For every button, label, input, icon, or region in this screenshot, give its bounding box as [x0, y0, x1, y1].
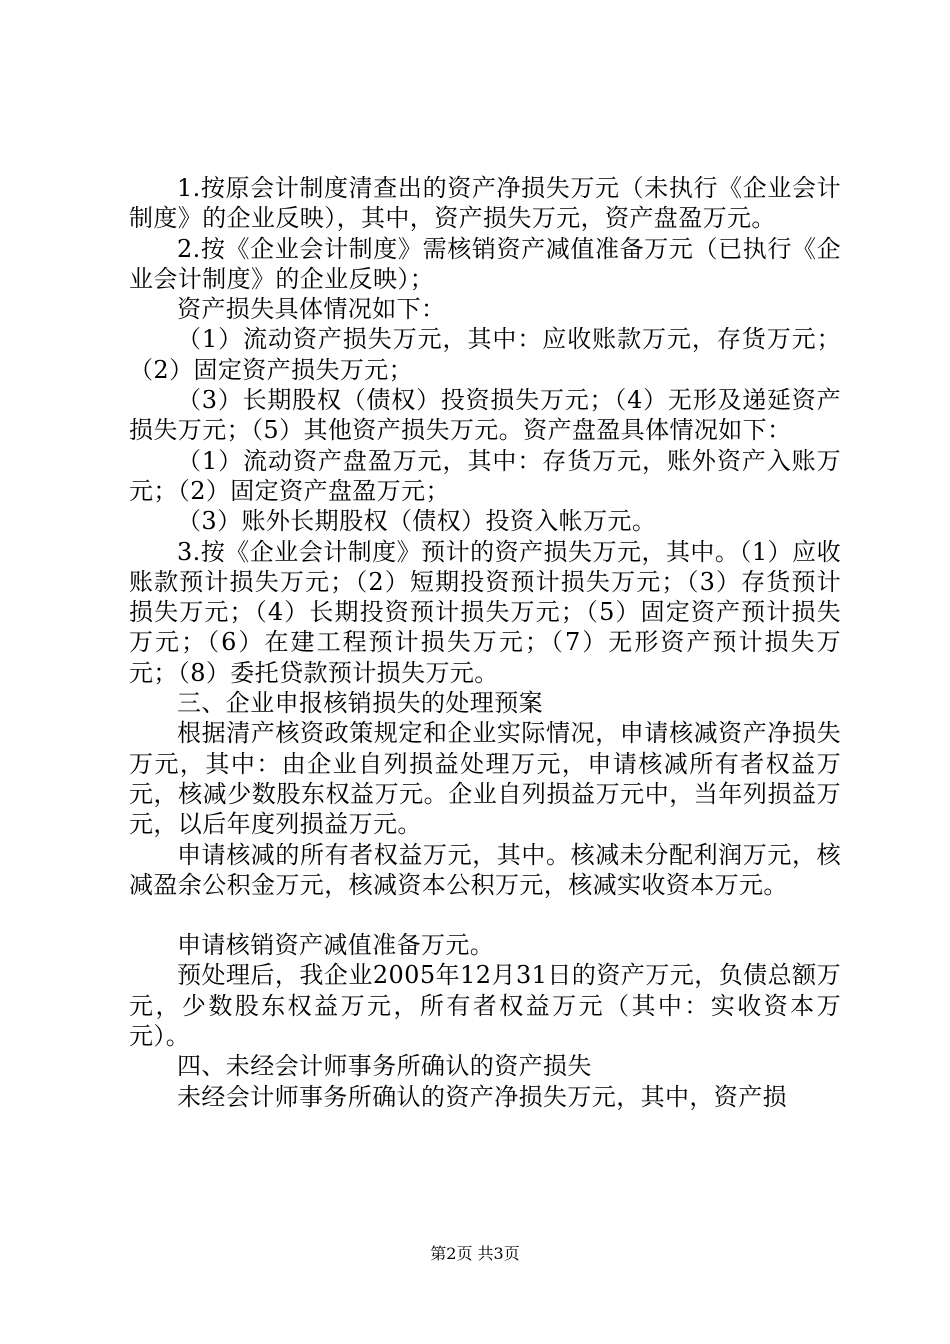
- paragraph-1: 1.按原会计制度清查出的资产净损失万元（未执行《企业会计制度》的企业反映），其中，资产损失万元，资产盘盈万元。: [129, 174, 841, 233]
- document-body: [129, 173, 841, 1112]
- blank-line: [129, 900, 841, 930]
- paragraph-15: 未经会计师事务所确认的资产净损失万元，其中，资产损: [177, 1082, 787, 1111]
- paragraph-13: 预处理后，我企业2005年12月31日的资产万元，负债总额万元，少数股东权益万元，所有者权益万元（其中：实收资本万元）。: [129, 961, 841, 1051]
- page-footer: 第2页 共3页: [430, 1244, 520, 1263]
- paragraph-3: 资产损失具体情况如下：: [177, 295, 446, 324]
- section-heading-3: 三、企业申报核销损失的处理预案: [177, 689, 543, 718]
- paragraph-7: （3）账外长期股权（债权）投资入帐万元。: [177, 507, 657, 536]
- paragraph-2: 2.按《企业会计制度》需核销资产减值准备万元（已执行《企业会计制度》的企业反映）；: [129, 234, 841, 293]
- paragraph-10: 根据清产核资政策规定和企业实际情况，申请核减资产净损失万元，其中：由企业自列损益处理万元，申请核减所有者权益万元，核减少数股东权益万元。企业自列损益万元中，当年列损益万元，以后年度列损益万元。: [129, 719, 841, 839]
- paragraph-6: （1）流动资产盘盈万元，其中：存货万元，账外资产入账万元；（2）固定资产盘盈万元；: [129, 446, 841, 505]
- paragraph-5: （3）长期股权（债权）投资损失万元；（4）无形及递延资产损失万元；（5）其他资产损失万元。资产盘盈具体情况如下：: [129, 386, 841, 445]
- section-heading-4: 四、未经会计师事务所确认的资产损失: [177, 1052, 592, 1081]
- paragraph-12: 申请核销资产减值准备万元。: [177, 931, 495, 960]
- paragraph-11: 申请核减的所有者权益万元，其中。核减未分配利润万元，核减盈余公积金万元，核减资本公积万元，核减实收资本万元。: [129, 840, 841, 899]
- paragraph-4: （1）流动资产损失万元，其中：应收账款万元，存货万元；（2）固定资产损失万元；: [129, 325, 841, 384]
- paragraph-8: 3.按《企业会计制度》预计的资产损失万元，其中。（1）应收账款预计损失万元；（2）短期投资预计损失万元；（3）存货预计损失万元；（4）长期投资预计损失万元；（5）固定资产预计损失万元；（6）在建工程预计损失万元；（7）无形资产预计损失万元；（8）委托贷款预计损失万元。: [129, 537, 841, 687]
